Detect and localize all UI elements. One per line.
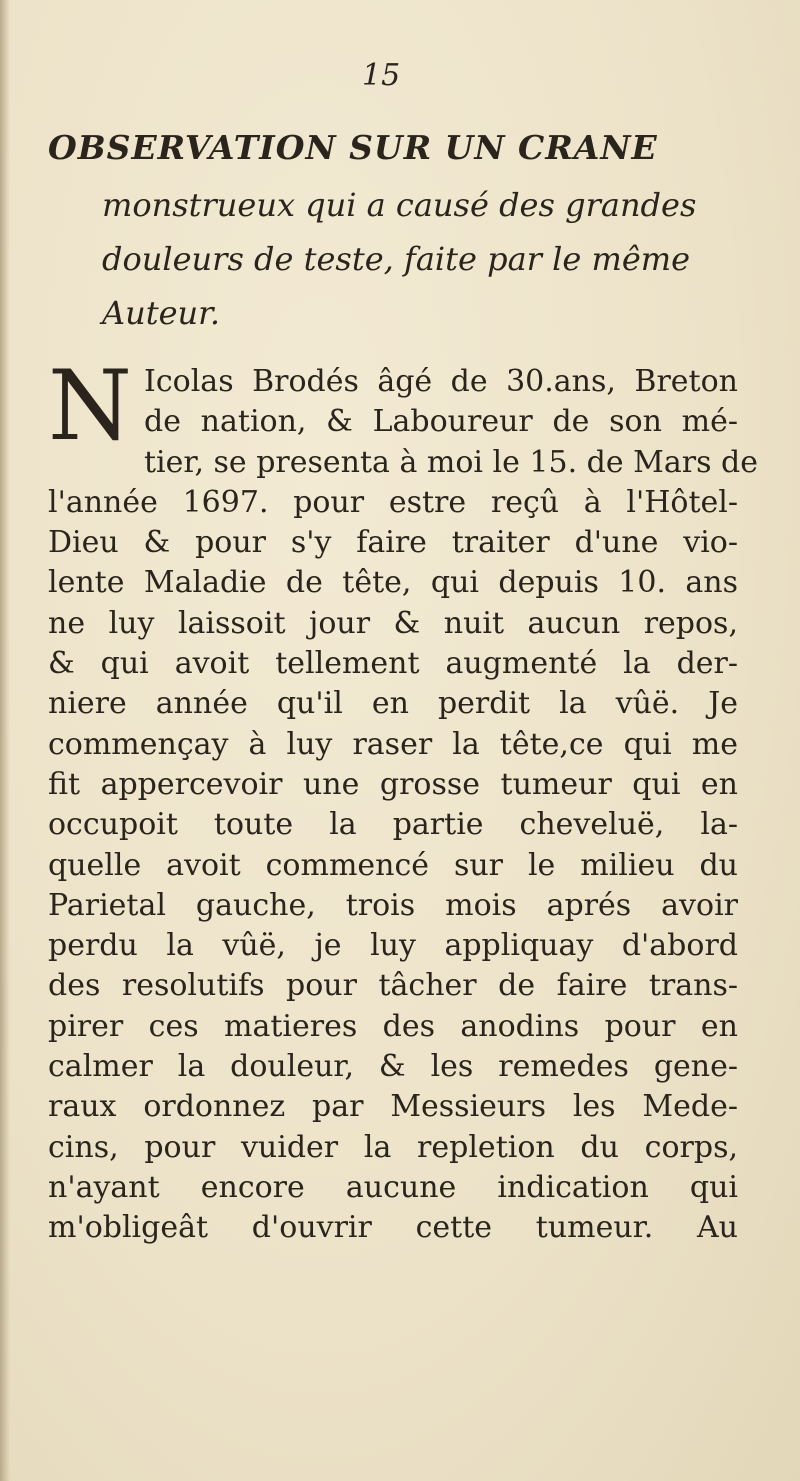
- body-line: niere année qu'il en perdit la vûë. Je: [48, 686, 738, 722]
- body-line: des resolutifs pour tâcher de faire trans-: [48, 968, 738, 1004]
- body-line: & qui avoit tellement augmenté la der-: [48, 646, 738, 682]
- title-line-1: OBSERVATION SUR UN CRANE: [48, 128, 658, 167]
- body-line: Dieu & pour s'y faire traiter d'une vio-: [48, 525, 738, 561]
- body-line: de nation, & Laboureur de son mé-: [144, 404, 738, 440]
- body-line: Parietal gauche, trois mois aprés avoir: [48, 887, 738, 923]
- title-line-3: douleurs de teste, faite par le même: [102, 240, 691, 278]
- title-line-2: monstrueux qui a causé des grandes: [102, 186, 697, 224]
- body-line: raux ordonnez par Messieurs les Mede-: [48, 1089, 738, 1125]
- page-number: 15: [362, 58, 401, 93]
- body-line: perdu la vûë, je luy appliquay d'abord: [48, 928, 738, 964]
- drop-cap: N: [48, 350, 132, 462]
- body-paragraph: [48, 350, 758, 1249]
- body-line: tier, se presenta à moi le 15. de Mars de: [144, 444, 758, 480]
- body-line: quelle avoit commencé sur le milieu du: [48, 847, 738, 883]
- title-subtitle: [48, 178, 748, 340]
- body-line: calmer la douleur, & les remedes gene-: [48, 1049, 738, 1085]
- body-line: n'ayant encore aucune indication qui: [48, 1169, 738, 1205]
- body-line: ne luy laissoit jour & nuit aucun repos,: [48, 605, 738, 641]
- page-binding-shadow: [0, 0, 10, 1481]
- body-line: occupoit toute la partie cheveluë, la-: [48, 807, 738, 843]
- body-line: commençay à luy raser la tête,ce qui me: [48, 726, 738, 762]
- body-line: l'année 1697. pour estre reçû à l'Hôtel-: [48, 484, 738, 520]
- title-line-4: Auteur.: [102, 294, 221, 332]
- body-line: pirer ces matieres des anodins pour en: [48, 1008, 738, 1044]
- body-line: Icolas Brodés âgé de 30.ans, Breton: [144, 364, 738, 399]
- body-line: m'obligeât d'ouvrir cette tumeur. Au: [48, 1210, 738, 1246]
- body-line: cins, pour vuider la repletion du corps,: [48, 1129, 738, 1165]
- body-line: fit appercevoir une grosse tumeur qui en: [48, 766, 738, 802]
- section-title: [48, 118, 748, 340]
- body-line: lente Maladie de tête, qui depuis 10. ans: [48, 565, 738, 601]
